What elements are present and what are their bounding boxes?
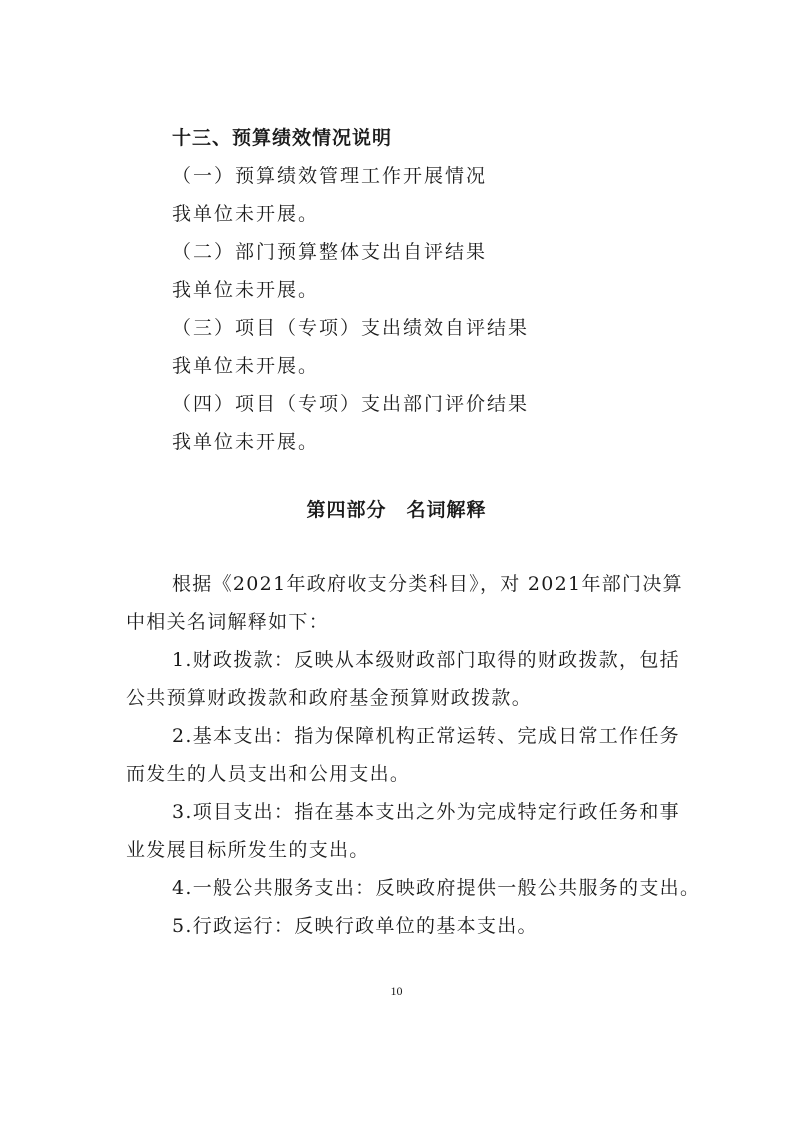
intro-line-1: 根据《2021年政府收支分类科目》，对 2021年部门决算 <box>172 573 683 595</box>
intro-line-2: 中相关名词解释如下： <box>126 611 330 633</box>
term-text: 指在基本支出之外为完成特定行政任务和事 <box>294 801 680 823</box>
subsection-title-1: （一）预算绩效管理工作开展情况 <box>172 165 488 187</box>
term-text: 反映行政单位的基本支出。 <box>294 915 538 937</box>
term-text: 反映政府提供一般公共服务的支出。 <box>375 877 701 899</box>
page-number: 10 <box>390 984 403 998</box>
subsection-body-2: 我单位未开展。 <box>172 279 320 301</box>
subsection-title-4: （四）项目（专项）支出部门评价结果 <box>172 393 530 415</box>
term-number: 5. <box>172 915 193 937</box>
part-title: 第四部分 名词解释 <box>306 499 487 521</box>
term-definition-3 <box>172 800 680 824</box>
term-definition-3-cont: 业发展目标所发生的支出。 <box>126 839 370 861</box>
term-number: 1. <box>172 649 193 671</box>
term-text: 反映从本级财政部门取得的财政拨款，包括 <box>294 649 680 671</box>
term-name: 一般公共服务支出： <box>192 877 376 899</box>
section-heading: 十三、预算绩效情况说明 <box>172 127 393 149</box>
term-definition-2-cont: 而发生的人员支出和公用支出。 <box>126 763 411 785</box>
subsection-title-2: （二）部门预算整体支出自评结果 <box>172 241 488 263</box>
term-name: 项目支出： <box>192 801 295 823</box>
term-text: 指为保障机构正常运转、完成日常工作任务 <box>294 725 680 747</box>
term-name: 基本支出： <box>192 725 295 747</box>
term-number: 3. <box>172 801 193 823</box>
term-definition-1-cont: 公共预算财政拨款和政府基金预算财政拨款。 <box>126 687 533 709</box>
term-definition-2 <box>172 724 680 748</box>
term-number: 2. <box>172 725 193 747</box>
subsection-body-4: 我单位未开展。 <box>172 431 320 453</box>
term-name: 行政运行： <box>192 915 295 937</box>
subsection-title-3: （三）项目（专项）支出绩效自评结果 <box>172 317 530 339</box>
subsection-body-1: 我单位未开展。 <box>172 203 320 225</box>
term-definition-4 <box>172 876 700 900</box>
term-number: 4. <box>172 877 193 899</box>
term-name: 财政拨款： <box>192 649 295 671</box>
subsection-body-3: 我单位未开展。 <box>172 355 320 377</box>
term-definition-5 <box>172 914 538 938</box>
term-definition-1 <box>172 648 680 672</box>
